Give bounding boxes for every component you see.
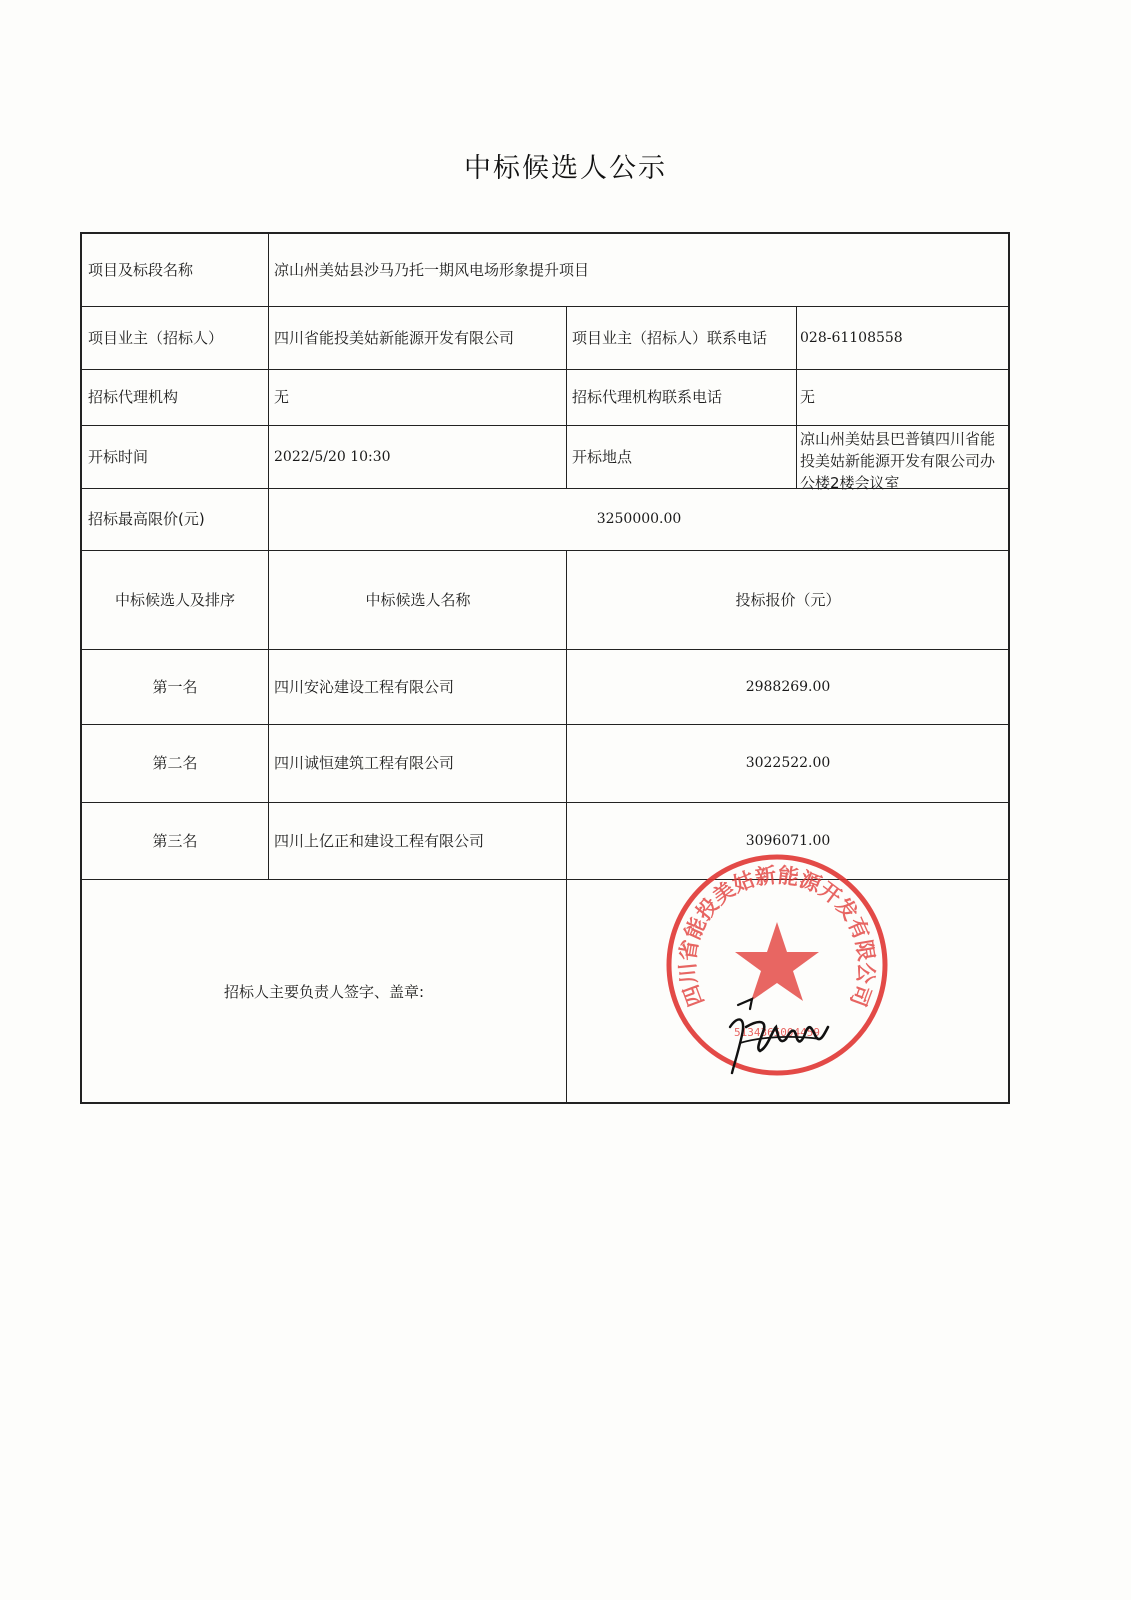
candidate-rank: 第一名 xyxy=(152,677,198,696)
owner-value: 四川省能投美姑新能源开发有限公司 xyxy=(274,328,515,347)
signature-label: 招标人主要负责人签字、盖章: xyxy=(223,982,425,1001)
column-divider xyxy=(566,306,567,488)
project-value: 凉山州美姑县沙马乃托一期风电场形象提升项目 xyxy=(274,261,590,279)
open-place-label: 开标地点 xyxy=(572,447,633,466)
column-divider xyxy=(796,306,797,488)
open-time-label: 开标时间 xyxy=(88,447,149,466)
max-price-value: 3250000.00 xyxy=(596,511,682,527)
page-title: 中标候选人公示 xyxy=(464,153,667,184)
seal-number: 5134365004459 xyxy=(733,1026,821,1039)
candidate-rank: 第三名 xyxy=(152,831,198,850)
max-price-label: 招标最高限价(元) xyxy=(88,510,205,528)
column-divider xyxy=(566,550,567,1102)
name-header: 中标候选人名称 xyxy=(365,590,471,609)
project-label: 项目及标段名称 xyxy=(88,261,194,279)
candidate-name: 四川上亿正和建设工程有限公司 xyxy=(274,831,485,850)
open-time-value: 2022/5/20 10:30 xyxy=(274,448,391,465)
candidate-rank: 第二名 xyxy=(152,754,198,772)
column-divider xyxy=(268,234,269,879)
candidate-price: 3022522.00 xyxy=(745,755,831,771)
handwritten-signature xyxy=(720,965,840,1075)
agency-phone-label: 招标代理机构联系电话 xyxy=(572,388,723,406)
price-header: 投标报价（元） xyxy=(735,590,841,609)
owner-phone-label: 项目业主（招标人）联系电话 xyxy=(572,328,768,347)
agency-value: 无 xyxy=(274,388,290,406)
row-divider xyxy=(82,369,1008,370)
candidate-price: 3096071.00 xyxy=(745,832,831,849)
rank-header: 中标候选人及排序 xyxy=(114,590,235,609)
candidate-name: 四川安沁建设工程有限公司 xyxy=(274,677,455,696)
owner-label: 项目业主（招标人） xyxy=(88,328,224,347)
agency-phone-value: 无 xyxy=(800,388,816,406)
agency-label: 招标代理机构 xyxy=(88,388,179,406)
candidate-price: 2988269.00 xyxy=(745,678,831,695)
owner-phone-value: 028-61108558 xyxy=(800,329,903,346)
seal-text: 四川省能投美姑新能源开发有限公司 xyxy=(675,863,879,1010)
candidate-name: 四川诚恒建筑工程有限公司 xyxy=(274,754,455,772)
open-place-value: 凉山州美姑县巴普镇四川省能投美姑新能源开发有限公司办公楼2楼会议室 xyxy=(800,430,996,492)
row-divider xyxy=(82,425,1008,426)
